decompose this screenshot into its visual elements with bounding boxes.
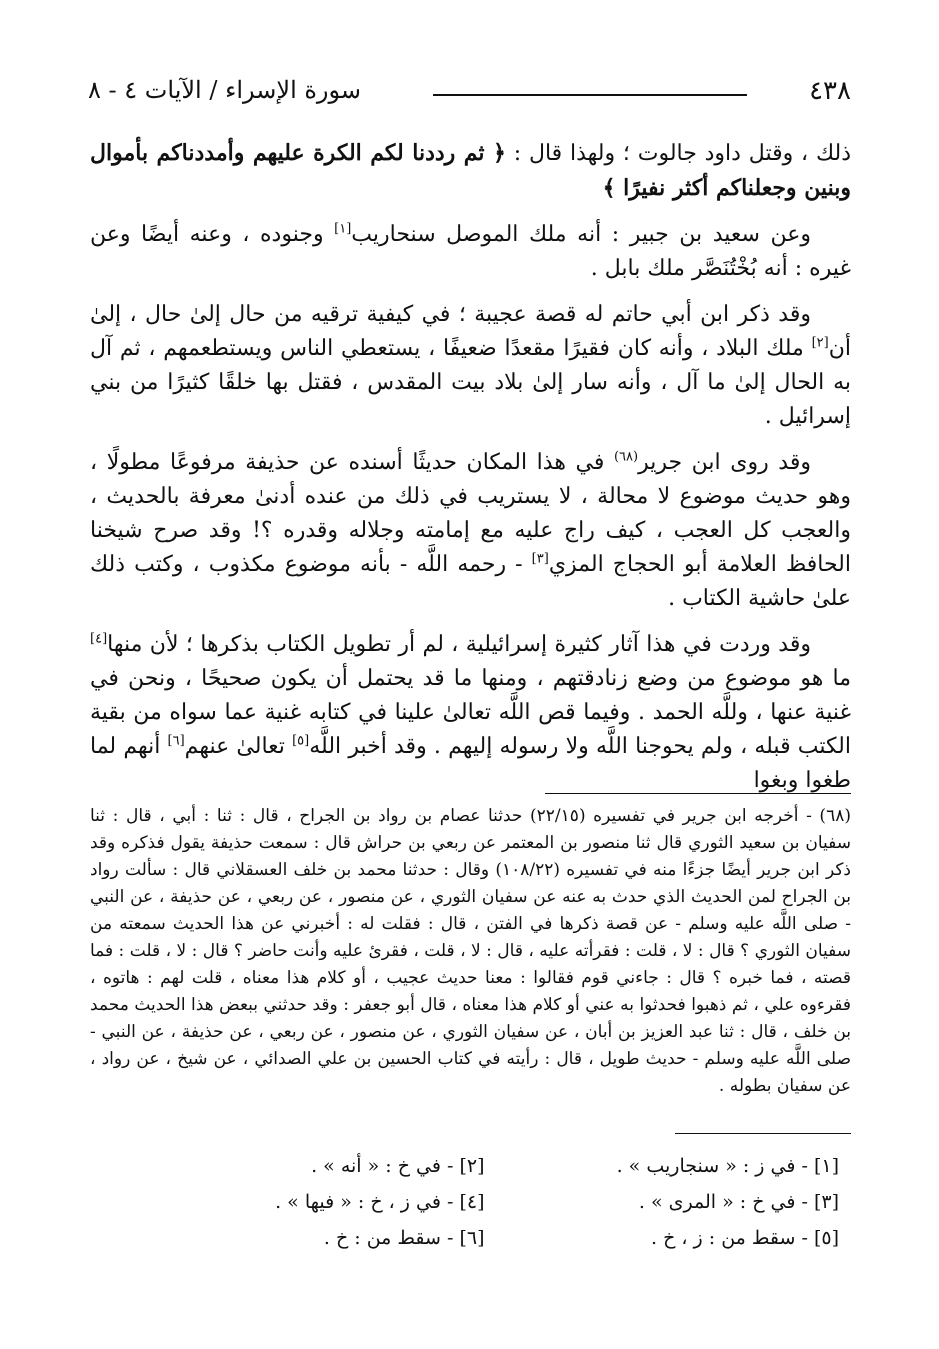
variant-note: [٣] - في خ : « المرى » . — [638, 1191, 839, 1213]
text-run: وقد وردت في هذا آثار كثيرة إسرائيلية ، لم أر تطويل الكتاب بذكرها ؛ لأن منها — [107, 632, 811, 657]
variant-marker: [١] — [334, 221, 352, 237]
footnote-68: (٦٨) - أخرجه ابن جرير في تفسيره (٢٢/١٥) حدثنا عصام بن رواد بن الجراح ، قال : ثنا : أبي ، قال : ثنا سفيان بن سعيد الثوري قال ثنا منصور بن المعتمر عن ربعي بن حراش قال : سمعت حذيفة يقول فذكره وقد ذكر ابن جرير أيضًا جزءًا منه في تفسيره (١٠٨/٢٢) وقال : حدثنا محمد بن خلف العسقلاني قال : سألت رواد بن الجراح لمن الحديث الذي حدث به عنه عن سفيان الثوري ، عن منصور ، عن ربعي ، عن حذيفة ، عن النبي - صلى اللَّه عليه وسلم - عن قصة ذكرها في الفتن ، قال : فقلت له : أخبرني عن هذا الحديث سمعته من سفيان الثوري ؟ قال : لا ، قلت : فقرأته عليه ، قال : لا ، قلت ، فقرئ عليه وأنت حاضر ؟ قال : لا ، قلت : فما قصته ، فما خبره ؟ قال : جاءني قوم فقالوا : معنا حديث عجيب ، أو كلام هذا معناه ، قلت لهم : هاتوه ، فقرءوه علي ، ثم ذهبوا فحدثوا به عني أو كلام هذا معناه ، قال أبو جعفر : وقد حدثني ببعض هذا الحديث محمد بن خلف ، قال : ثنا عبد العزيز بن أبان ، عن سفيان الثوري ، عن منصور ، عن ربعي ، عن حذيفة ، عن النبي - صلى اللَّه عليه وسلم - حديث طويل ، قال : رأيته في كتاب الحسين بن علي الصدائي ، عن شيخ ، عن رواد ، عن سفيان بطوله . — [90, 806, 852, 1096]
variant-notes-row — [130, 1184, 839, 1220]
paragraph-1 — [90, 136, 851, 206]
paragraph-5 — [90, 628, 851, 798]
text-run: وعن سعيد بن جبير : أنه ملك الموصل سنحاريب — [351, 222, 811, 247]
variant-marker: [٦] — [167, 733, 185, 749]
page-number: ٤٣٨ — [809, 76, 851, 106]
footnote-rule — [545, 793, 851, 794]
variant-notes-row — [130, 1220, 839, 1256]
header-rule — [433, 94, 747, 96]
text-run: ما هو موضوع من وضع زنادقتهم ، ومنها ما قد يحتمل أن يكون صحيحًا ، ونحن في غنية عنها ، وللَّه الحمد . وفيما قص اللَّه تعالىٰ علينا في كتابه غنية عما سواه من بقية الكتب قبله ، ولم يحوجنا اللَّه ولا رسوله إليهم . وقد أخبر اللَّه — [90, 666, 851, 759]
variant-marker: [٢] — [811, 335, 829, 351]
running-title: سورة الإسراء / الآيات ٤ - ٨ — [88, 76, 362, 104]
text-run: وقد روى ابن جرير — [638, 450, 811, 475]
paragraph-4 — [90, 446, 851, 616]
footnote-marker: (٦٨) — [613, 449, 639, 465]
variant-notes — [130, 1148, 839, 1256]
text-run: وجنوده ، وعنه أيضًا وعن غيره : أنه بُخْتُنَصَّر ملك بابل . — [90, 222, 851, 281]
main-text — [90, 136, 851, 810]
text-run: تعالىٰ عنهم — [184, 734, 293, 759]
variant-note: [٤] - في ز ، خ : « فيها » . — [275, 1191, 485, 1213]
paragraph-2 — [90, 218, 851, 286]
text-run: أنهم لما طغوا وبغوا — [90, 734, 851, 793]
variant-note: [٦] - سقط من : خ . — [323, 1227, 485, 1249]
variant-marker: [٣] — [531, 551, 549, 567]
text-run: في هذا المكان حديثًا أسنده عن حذيفة مرفوعًا مطولًا ، وهو حديث موضوع لا محالة ، لا يستريب في ذلك من عنده أدنىٰ معرفة بالحديث ، والعجب كل العجب ، كيف راج عليه مع إمامته وجلاله وقدره ؟! وقد صرح شيخنا الحافظ العلامة أبو الحجاج المزي — [90, 450, 852, 577]
variant-note: [٥] - سقط من : ز ، خ . — [650, 1227, 839, 1249]
page-header — [88, 72, 851, 122]
variant-notes-rule — [675, 1133, 851, 1134]
quran-verse: ﴿ ثم رددنا لكم الكرة عليهم وأمددناكم بأموال وبنين وجعلناكم أكثر نفيرًا ﴾ — [90, 140, 851, 201]
variant-note: [١] - في ز : « سنجاريب » . — [616, 1155, 839, 1177]
variant-marker: [٥] — [292, 733, 310, 749]
variant-marker: [٤] — [90, 631, 108, 647]
text-run: - رحمه اللَّه - بأنه موضوع مكذوب ، وكتب ذلك علىٰ حاشية الكتاب . — [90, 552, 851, 611]
variant-notes-row — [130, 1148, 839, 1184]
text-run: وقد ذكر ابن أبي حاتم له قصة عجيبة ؛ في كيفية ترقيه من حال إلىٰ حال ، إلىٰ أن — [90, 302, 851, 361]
text-run: ملك البلاد ، وأنه كان فقيرًا مقعدًا ضعيفًا ، يستعطي الناس ويستطعمهم ، ثم آل به الحال إلىٰ ما آل ، وأنه سار إلىٰ بلاد بيت المقدس ، فقتل بها خلقًا كثيرًا من بني إسرائيل . — [90, 336, 851, 429]
variant-note: [٢] - في خ : « أنه » . — [311, 1155, 485, 1177]
text-run: ذلك ، وقتل داود جالوت ؛ ولهذا قال : — [505, 141, 852, 166]
paragraph-3 — [90, 298, 851, 434]
